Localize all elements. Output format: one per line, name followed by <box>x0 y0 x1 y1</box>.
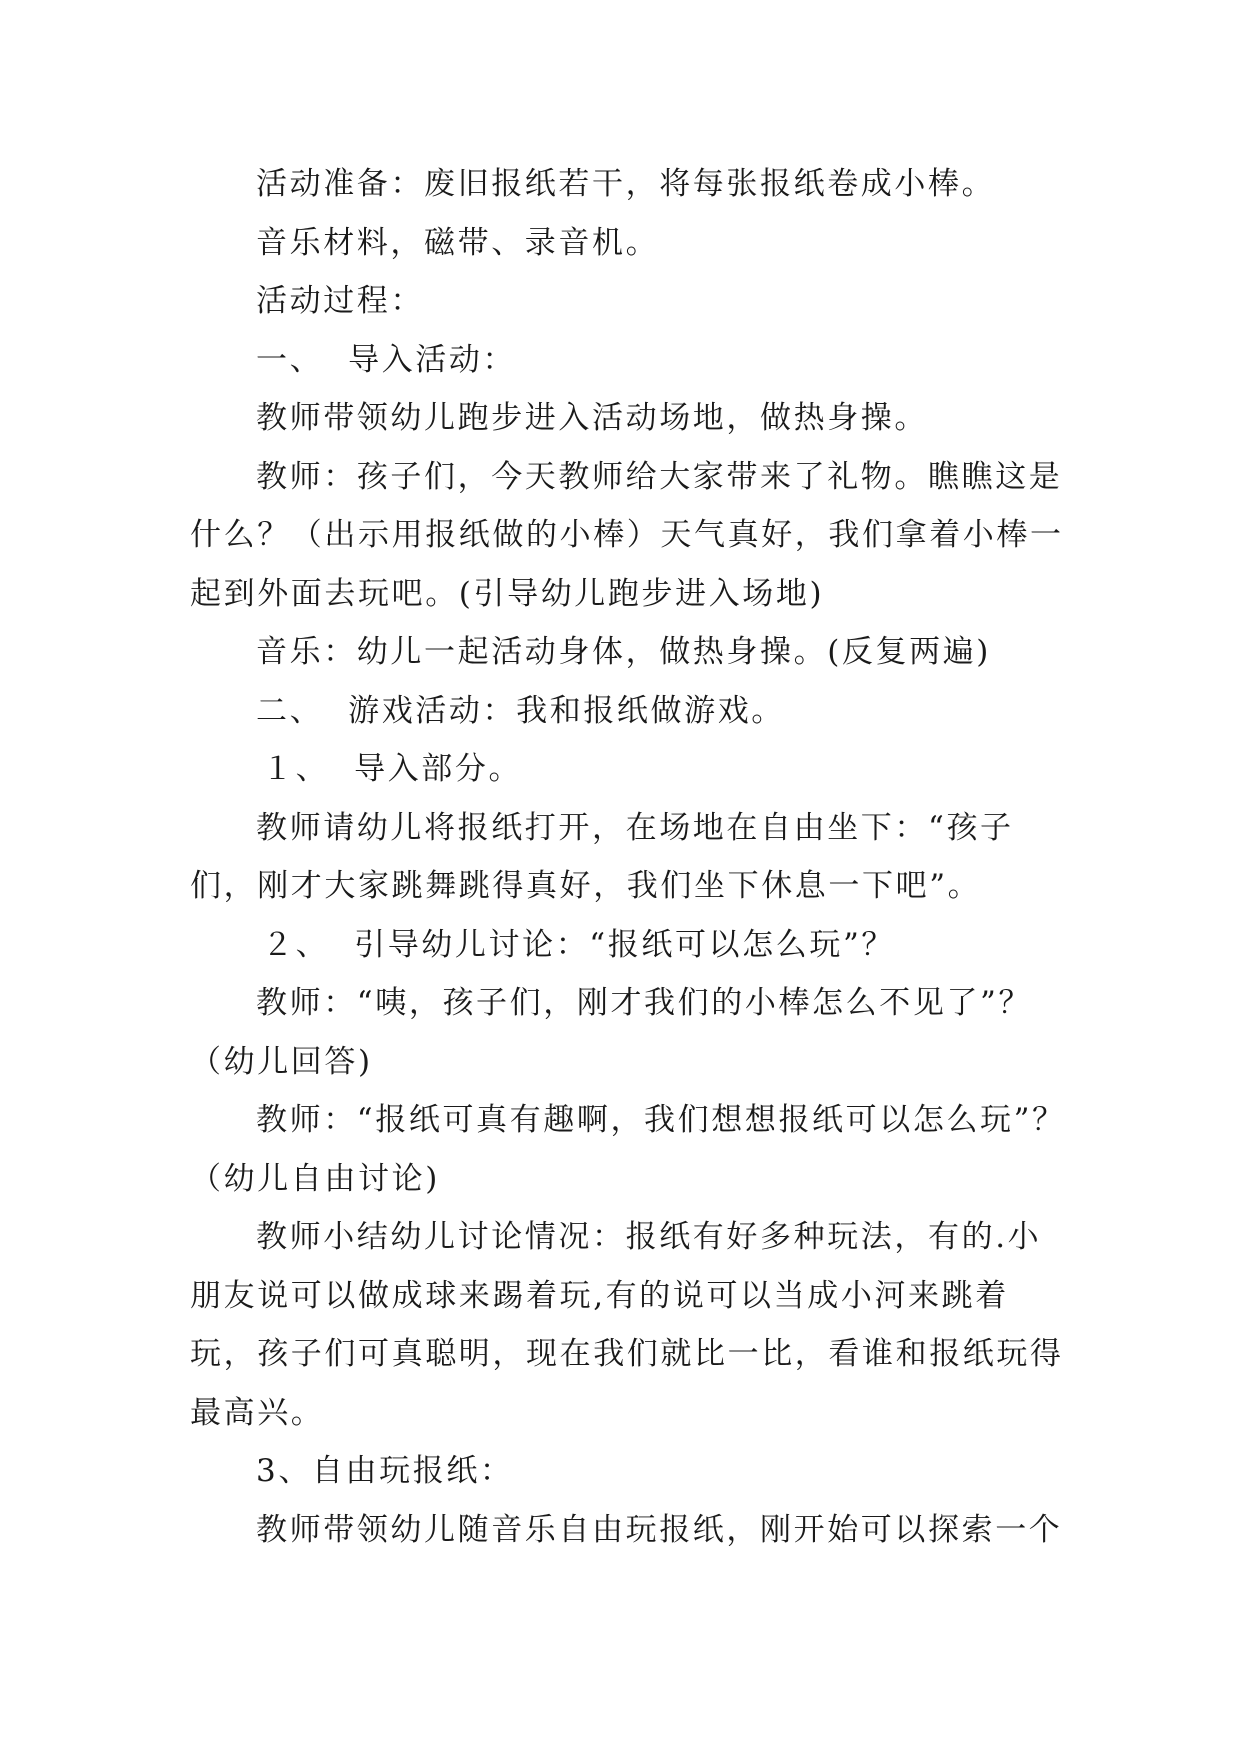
paragraph-activity-preparation: 活动准备：废旧报纸若干，将每张报纸卷成小棒。 <box>256 166 996 202</box>
paragraph-teacher-summary: 教师小结幼儿讨论情况：报纸有好多种玩法，有的.小朋友说可以做成球来踢着玩,有的说可以当成小河来跳着玩，孩子们可真聪明，现在我们就比一比，看谁和报纸玩得最高兴。 <box>190 1219 1064 1431</box>
paragraph-activity-process-heading: 活动过程： <box>256 283 424 319</box>
paragraph-warmup: 教师带领幼儿跑步进入活动场地，做热身操。 <box>256 400 928 436</box>
section-heading-game-activity: 二、 游戏活动：我和报纸做游戏。 <box>256 692 785 729</box>
paragraph-free-play-music: 教师带领幼儿随音乐自由玩报纸，刚开始可以探索一个 <box>256 1511 1063 1548</box>
paragraph-open-newspaper: 教师请幼儿将报纸打开，在场地在自由坐下：“孩子们，刚才大家跳舞跳得真好，我们坐下休息一下吧”。 <box>190 809 1014 904</box>
paragraph-music-warmup: 音乐：幼儿一起活动身体，做热身操。(反复两遍) <box>256 634 991 670</box>
paragraph-teacher-question-play: 教师：“报纸可真有趣啊，我们想想报纸可以怎么玩”？（幼儿自由讨论) <box>190 1102 1066 1197</box>
paragraph-music-materials: 音乐材料，磁带、录音机。 <box>256 224 660 261</box>
subheading-free-play: 3、自由玩报纸： <box>256 1453 514 1489</box>
paragraph-teacher-question-stick: 教师：“咦，孩子们，刚才我们的小棒怎么不见了”？（幼儿回答) <box>190 985 1033 1080</box>
subheading-intro-part: １、 导入部分。 <box>262 751 523 787</box>
paragraph-teacher-gift: 教师：孩子们，今天教师给大家带来了礼物。瞧瞧这是什么？（出示用报纸做的小棒）天气真好，我们拿着小棒一起到外面去玩吧。(引导幼儿跑步进入场地) <box>190 458 1064 612</box>
subheading-guide-discussion: ２、 引导幼儿讨论：“报纸可以怎么玩”？ <box>262 926 896 963</box>
section-heading-intro-activity: 一、 导入活动： <box>256 341 517 378</box>
document-page <box>190 155 1070 1559</box>
